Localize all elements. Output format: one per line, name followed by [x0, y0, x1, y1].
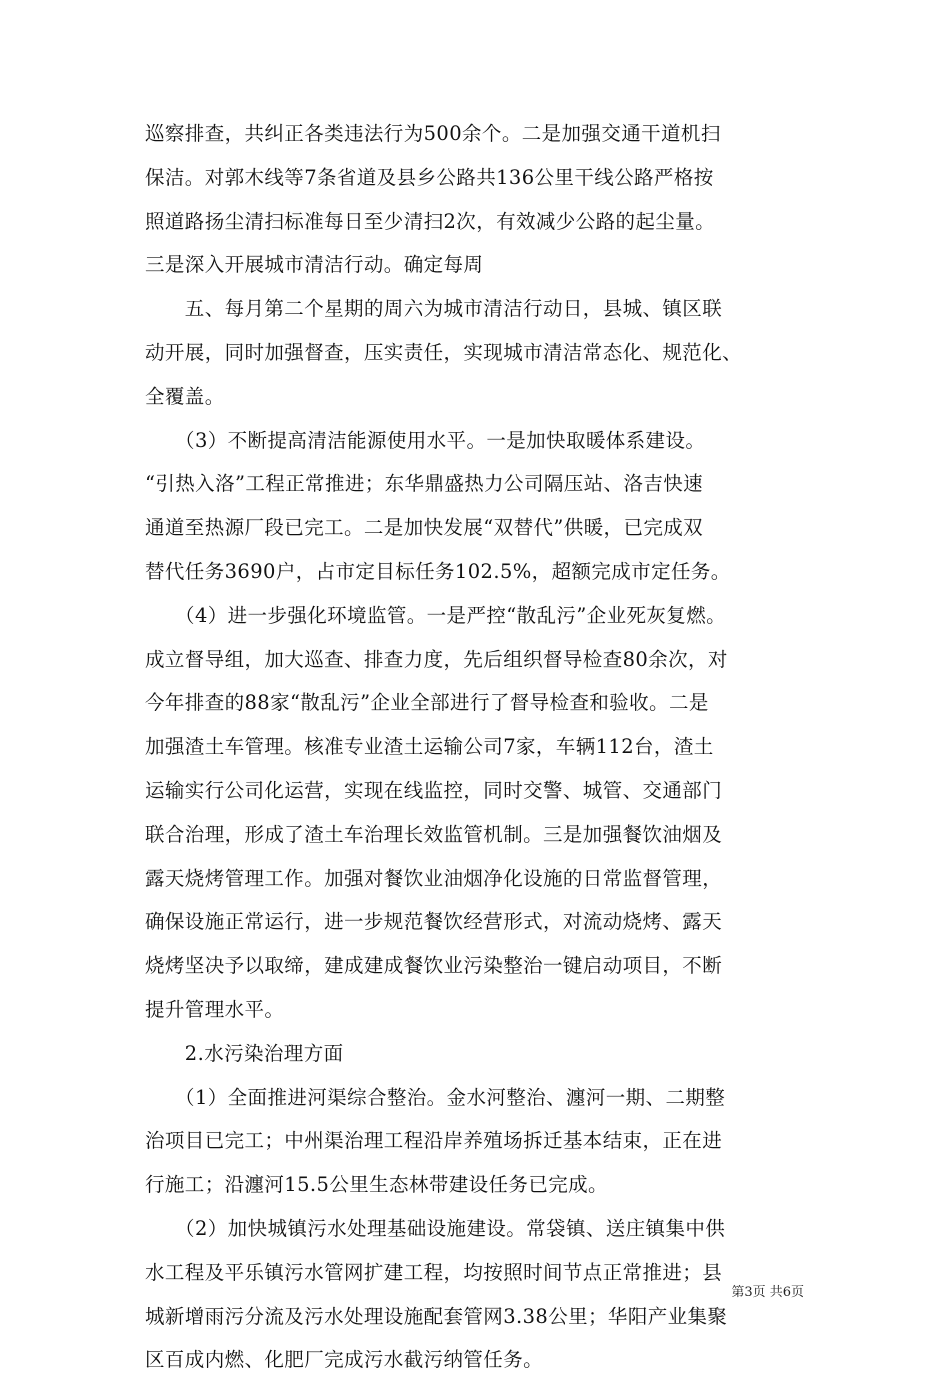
text-line: （1）全面推进河渠综合整治。金水河整治、瀍河一期、二期整	[145, 1085, 726, 1109]
text-line: “引热入洛”工程正常推进；东华鼎盛热力公司隔压站、洛吉快速	[145, 472, 704, 496]
text-line: 水工程及平乐镇污水管网扩建工程，均按照时间节点正常推进；县	[145, 1260, 723, 1284]
text-line: 行施工；沿瀍河15.5公里生态林带建设任务已完成。	[145, 1173, 608, 1197]
text-line: 区百成内燃、化肥厂完成污水截污纳管任务。	[145, 1348, 544, 1372]
text-line: （3）不断提高清洁能源使用水平。一是加快取暖体系建设。	[145, 428, 706, 452]
text-line: 今年排查的88家“散乱污”企业全部进行了督导检查和验收。二是	[145, 691, 709, 715]
text-line: （4）进一步强化环境监管。一是严控“散乱污”企业死灰复燃。	[145, 603, 726, 627]
text-line: 替代任务3690户，占市定目标任务102.5%，超额完成市定任务。	[145, 559, 731, 583]
text-line: 五、每月第二个星期的周六为城市清洁行动日，县城、镇区联	[145, 297, 723, 321]
text-line: （2）加快城镇污水处理基础设施建设。常袋镇、送庄镇集中供	[145, 1216, 726, 1240]
text-line: 确保设施正常运行，进一步规范餐饮经营形式，对流动烧烤、露天	[145, 910, 723, 934]
text-line: 照道路扬尘清扫标准每日至少清扫2次，有效减少公路的起尘量。	[145, 209, 716, 233]
text-line: 通道至热源厂段已完工。二是加快发展“双替代”供暖，已完成双	[145, 516, 704, 540]
text-line: 全覆盖。	[145, 384, 225, 408]
text-line: 成立督导组，加大巡查、排查力度，先后组织督导检查80余次，对	[145, 647, 728, 671]
text-line: 巡察排查，共纠正各类违法行为500余个。二是加强交通干道机扫	[145, 122, 721, 145]
text-line: 联合治理，形成了渣土车治理长效监管机制。三是加强餐饮油烟及	[145, 822, 723, 846]
text-line: 加强渣土车管理。核准专业渣土运输公司7家，车辆112台，渣土	[145, 735, 714, 759]
text-line: 提升管理水平。	[145, 997, 285, 1021]
document-body	[145, 112, 810, 1382]
text-line: 烧烤坚决予以取缔，建成建成餐饮业污染整治一键启动项目，不断	[145, 954, 723, 978]
section-heading: 2.水污染治理方面	[145, 1041, 344, 1065]
text-line: 治项目已完工；中州渠治理工程沿岸养殖场拆迁基本结束，正在进	[145, 1129, 723, 1153]
text-line: 保洁。对郭木线等7条省道及县乡公路共136公里干线公路严格按	[145, 165, 714, 189]
text-line: 露天烧烤管理工作。加强对餐饮业油烟净化设施的日常监督管理，	[145, 866, 723, 890]
text-line: 运输实行公司化运营，实现在线监控，同时交警、城管、交通部门	[145, 778, 723, 802]
page-number: 第3页 共6页	[731, 1285, 804, 1300]
text-line: 动开展，同时加强督查，压实责任，实现城市清洁常态化、规范化、	[145, 340, 743, 364]
text-line: 三是深入开展城市清洁行动。确定每周	[145, 253, 484, 277]
text-line: 城新增雨污分流及污水处理设施配套管网3.38公里；华阳产业集聚	[145, 1304, 728, 1328]
